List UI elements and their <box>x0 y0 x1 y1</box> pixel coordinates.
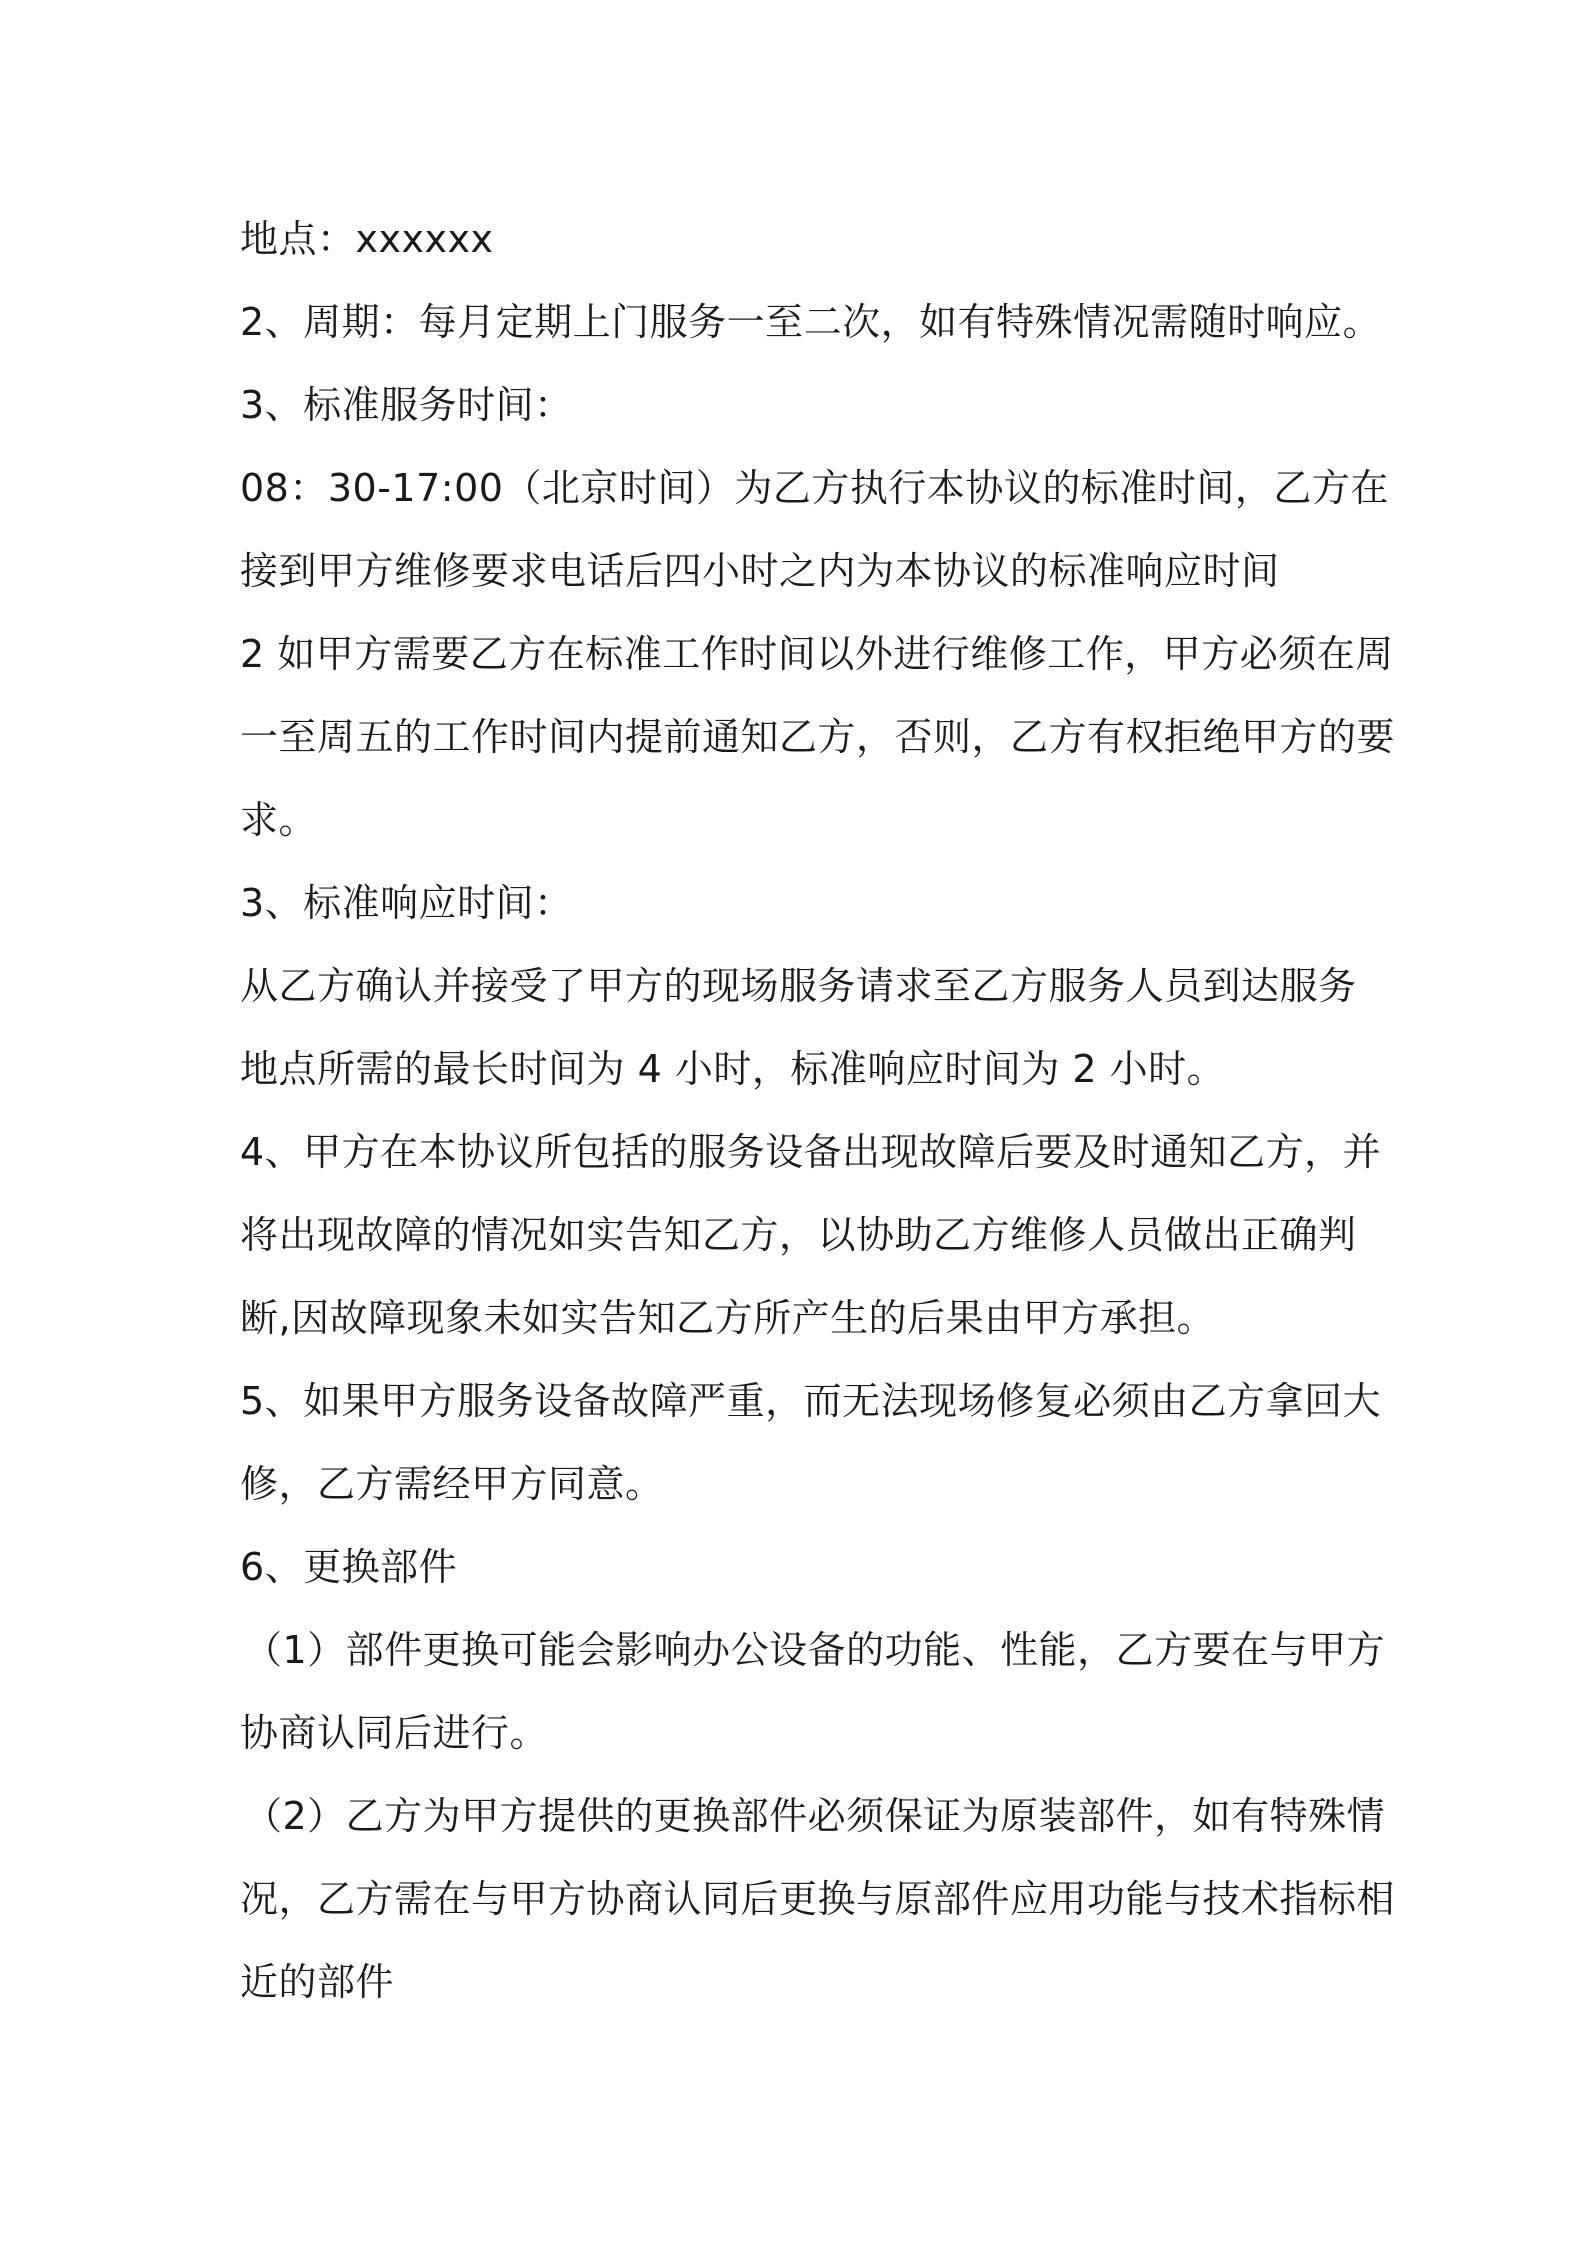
text-line: 2 如甲方需要乙方在标准工作时间以外进行维修工作，甲方必须在周 <box>240 632 1394 676</box>
text-line: （2）乙方为甲方提供的更换部件必须保证为原装部件，如有特殊情 <box>244 1794 1386 1838</box>
text-line-standard-service-time-heading: 3、标准服务时间： <box>240 383 573 427</box>
text-line: 地点所需的最长时间为 4 小时，标准响应时间为 2 小时。 <box>240 1047 1226 1091</box>
text-line: 近的部件 <box>240 1960 395 2004</box>
text-line-standard-response-time-heading: 3、标准响应时间： <box>240 881 573 925</box>
document-body <box>240 198 1396 2024</box>
text-line: 5、如果甲方服务设备故障严重，而无法现场修复必须由乙方拿回大 <box>240 1379 1382 1423</box>
text-line: （1）部件更换可能会影响办公设备的功能、性能，乙方要在与甲方 <box>244 1628 1386 1672</box>
text-line: 接到甲方维修要求电话后四小时之内为本协议的标准响应时间 <box>240 549 1280 593</box>
text-line: 4、甲方在本协议所包括的服务设备出现故障后要及时通知乙方，并 <box>240 1130 1382 1174</box>
text-line: 从乙方确认并接受了甲方的现场服务请求至乙方服务人员到达服务 <box>240 964 1357 1008</box>
text-line: 一至周五的工作时间内提前通知乙方，否则，乙方有权拒绝甲方的要 <box>240 715 1396 759</box>
text-line: 况，乙方需在与甲方协商认同后更换与原部件应用功能与技术指标相 <box>240 1877 1396 1921</box>
text-line-period: 2、周期：每月定期上门服务一至二次，如有特殊情况需随时响应。 <box>240 300 1382 344</box>
text-line: 求。 <box>240 798 318 842</box>
text-line: 断,因故障现象未如实告知乙方所产生的后果由甲方承担。 <box>240 1296 1216 1340</box>
text-line: 修，乙方需经甲方同意。 <box>240 1462 664 1506</box>
text-line: 将出现故障的情况如实告知乙方，以协助乙方维修人员做出正确判 <box>240 1213 1357 1257</box>
text-line-location: 地点：xxxxxx <box>240 217 494 261</box>
text-line-replace-parts-heading: 6、更换部件 <box>240 1545 458 1589</box>
text-line: 08：30-17:00（北京时间）为乙方执行本协议的标准时间，乙方在 <box>240 466 1389 510</box>
text-line: 协商认同后进行。 <box>240 1711 549 1755</box>
